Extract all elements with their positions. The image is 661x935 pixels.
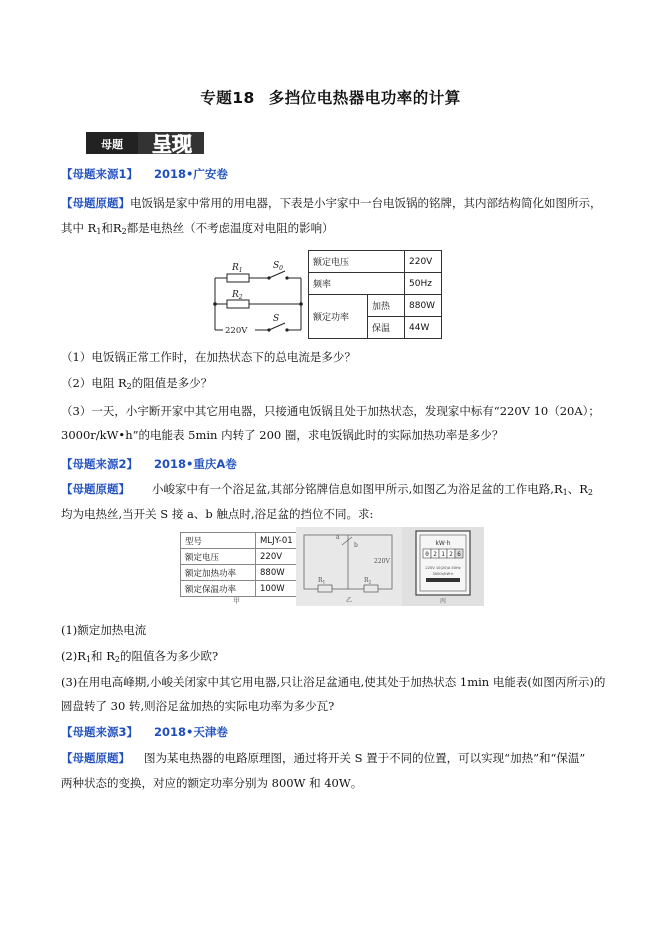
svg-text:0: 0 (425, 551, 429, 558)
svg-text:kW·h: kW·h (435, 540, 451, 547)
problem-3-line-2: 两种状态的变换，对应的额定功率分别为 800W 和 40W。 (61, 776, 363, 790)
title-name: 多挡位电热器电功率的计算 (268, 89, 461, 107)
source-2: 【母题来源2】 2018•重庆A卷 (61, 457, 237, 471)
svg-text:R2: $R_2$ (364, 577, 372, 586)
problem-2-q3-line-1: (3)在用电高峰期,小峻关闭家中其它用电器,只让浴足盆通电,使其处于加热状态 1min 电能表(如图丙所示)的 (61, 675, 606, 689)
banner-small: 母题 (101, 138, 123, 151)
problem-1-q1: （1）电饭锅正常工作时，在加热状态下的总电流是多少？ (61, 350, 356, 364)
svg-text:220V 10(20)A 50Hz: 220V 10(20)A 50Hz (425, 566, 461, 570)
problem-2-line-1: 【母题原题】 小峻家中有一个浴足盆,其部分铭牌信息如图甲所示,如图乙为浴足盆的工作电路$,R_1$、$R_2$ (61, 482, 593, 497)
svg-text:R2: $R_2$ (232, 290, 243, 301)
spec-table-1: 额定电压 220V 频率 50Hz 额定功率 加热 880W 保温 44W (308, 250, 442, 339)
problem-3-line-1: 【母题原题】 图为某电热器的电路原理图，通过将开关 S 置于不同的位置，可以实现“加热”和“保温” (61, 751, 586, 765)
svg-text:b: b (354, 542, 358, 549)
svg-text:2: 2 (433, 551, 437, 558)
svg-text:a: a (336, 534, 340, 541)
svg-text:1: 1 (441, 551, 445, 558)
problem-1-q3-line-2: 3000r/kW•h”的电能表 5min 内转了 200 圈，求电饭锅此时的实际加热功率是多少？ (61, 428, 504, 442)
svg-text:6: 6 (457, 551, 461, 558)
spec-table-2: 型号 MLJY-01 额定电压 220V 额定加热功率 880W 额定保温功率 100W (180, 532, 301, 597)
source-1-label: 【母题来源1】 (61, 167, 139, 181)
problem-1-tag: 【母题原题】 (61, 196, 130, 210)
meter-figure (402, 527, 484, 606)
svg-text:S: S (273, 314, 280, 324)
banner-big: 呈现 (152, 132, 192, 156)
svg-text:S0: $S_0$ (273, 261, 283, 272)
problem-2-q2: $(2)R_1$和 $R_2$的阻值各为多少欧? (61, 649, 219, 664)
problem-1-text-1: 电饭锅是家中常用的用电器，下表是小宇家中一台电饭锅的铭牌，其内部结构简化如图所示， (130, 196, 602, 210)
caption-jia: 甲 (233, 597, 240, 605)
title-topic: 专题18 (200, 89, 255, 107)
problem-2-q1: (1)额定加热电流 (61, 623, 147, 637)
problem-1-line-1 (61, 195, 601, 211)
svg-text:R1: $R_1$ (318, 577, 326, 586)
svg-text:220V: 220V (374, 558, 390, 565)
svg-text:2: 2 (449, 551, 453, 558)
svg-text:乙: 乙 (346, 597, 353, 604)
problem-1-q2: （2）电阻 $R_2$的阻值是多少？ (61, 376, 213, 391)
problem-2-line-2: 均为电热丝,当开关 S 接 a、b 触点时,浴足盆的挡位不同。求: (61, 507, 374, 521)
circuit-diagram-2 (296, 527, 402, 606)
page-title (0, 86, 661, 108)
svg-text:R1: $R_1$ (232, 263, 243, 274)
svg-text:3000r/kW·h: 3000r/kW·h (432, 572, 454, 576)
svg-text:220V: 220V (225, 326, 248, 336)
circuit-diagram-1 (205, 256, 310, 340)
banner-logo (86, 124, 204, 156)
source-1 (61, 166, 601, 182)
banner-graphic (86, 124, 204, 156)
svg-text:丙: 丙 (439, 598, 447, 605)
source-3: 【母题来源3】 2018•天津卷 (61, 725, 228, 739)
problem-1-line-2: 其中 $R_1$和$R_2$都是电热丝（不考虑温度对电阻的影响） (61, 221, 334, 236)
source-1-year: 2018•广安卷 (154, 167, 228, 181)
problem-2-q3-line-2: 圆盘转了 30 转,则浴足盆加热的实际电功率为多少瓦? (61, 699, 335, 713)
problem-1-q3-line-1: （3）一天，小宇断开家中其它用电器，只接通电饭锅且处于加热状态，发现家中标有“220V 10（20A）； (61, 404, 600, 418)
